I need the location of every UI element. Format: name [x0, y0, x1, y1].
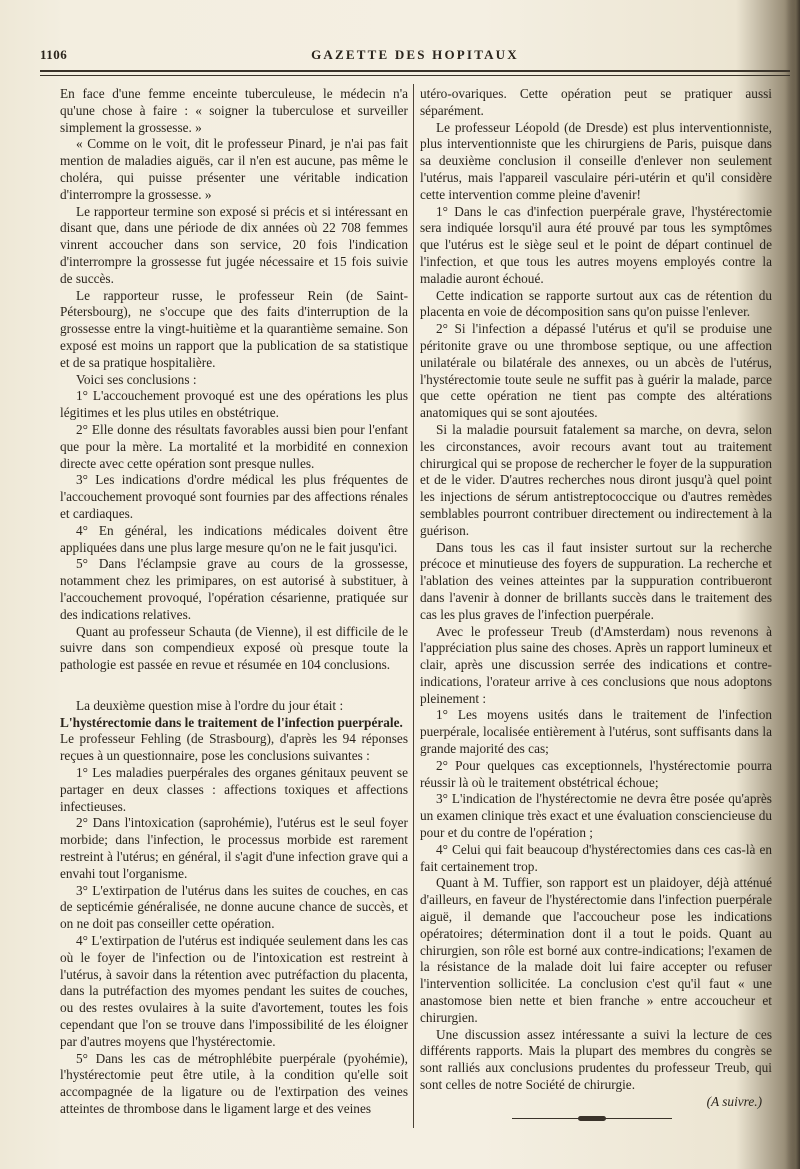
paragraph: Cette indication se rapporte surtout aux cas de rétention du placenta en voie de décomposition sans qu'on puisse l'enlever.	[420, 287, 772, 320]
conclusion-item: 5° Dans l'éclampsie grave au cours de la grossesse, notamment chez les primipares, on est autorisé à substituer, à l'accouchement provoqué, l'opération césarienne, pratiquée sur des indications relatives.	[60, 556, 408, 622]
paragraph: Voici ses conclusions :	[76, 371, 197, 387]
conclusion-item: 1° Les maladies puerpérales des organes génitaux peuvent se partager en deux classes : affections toxiques et affections infectieuses.	[60, 765, 408, 814]
conclusion-item: 2° Elle donne des résultats favorables aussi bien pour l'enfant que pour la mère. La mortalité et la morbidité en connexion directe avec cette opération sont presque nulles.	[60, 421, 408, 471]
conclusion-item: 1° Les moyens usités dans le traitement de l'infection puerpérale, localisée entièrement à l'utérus, sont suffisants dans la grande majorité des cas;	[420, 707, 772, 757]
paragraph: utéro-ovariques. Cette opération peut se pratiquer aussi séparément.	[420, 86, 772, 118]
paragraph: Dans tous les cas il faut insister surtout sur la recherche précoce et minutieuse des foyers de suppuration. La recherche et l'ablation des veines atteintes par la suppuration contribueront dans l'avenir à donner de brillants succès dans le traitement des cas les plus graves de l'infection puerpérale.	[420, 539, 772, 622]
paragraph: « Comme on le voit, dit le professeur Pinard, je n'ai pas fait mention de maladies aiguës, car il n'en est aucune, pas même le choléra, qui puisse présenter une véritable indication d'interrompre la grossesse. »	[60, 136, 408, 202]
header-rule-thin	[40, 75, 790, 76]
paragraph: Quant au professeur Schauta (de Vienne), il est difficile de le suivre dans son compendieux exposé où presque toute la pathologie est passée en revue et résumée en 104 conclusions.	[60, 623, 408, 673]
conclusion-item: 2° Pour quelques cas exceptionnels, l'hystérectomie pourra réussir là où le traitement obstétrical échoue;	[420, 757, 772, 790]
conclusion-item: 3° L'extirpation de l'utérus dans les suites de couches, en cas de septicémie généralisée, ne donne aucune chance de succès, et on ne doit pas conseiller cette opération.	[60, 882, 408, 932]
conclusion-item: 2° Dans l'intoxication (saprohémie), l'utérus est le seul foyer morbide; dans l'infection, le processus morbide est rarement restreint à l'utérus; en général, il s'agit d'une infection grave qui a envahi tout l'organisme.	[60, 815, 408, 881]
conclusion-item: 4° En général, les indications médicales doivent être appliquées dans une plus large mesure qu'on ne le fait jusqu'ici.	[60, 522, 408, 555]
paragraph: Quant à M. Tuffier, son rapport est un plaidoyer, déjà atténué d'ailleurs, en faveur de l'hystérectomie dans l'infection puerpérale aiguë, il demande que l'accoucheur pose les indications opératoires; détermination dont il a tout le poids. Quant au chirurgien, son rôle est borné aux contre-indications; l'examen de la résistance de la malade doit lui faire accepter ou refuser l'intervention sollicitée. La conclusion c'est qu'il faut « une anastomose bien nette et bien franche » entre accoucheur et chirurgien.	[420, 875, 772, 1025]
conclusion-item: 1° Dans le cas d'infection puerpérale grave, l'hystérectomie sera indiquée lorsqu'il aura été prouvé par tous les symptômes que l'utérus est le siège seul et le point de départ continuel de l'infection, et que tous les autres moyens employés contre la maladie auront échoué.	[420, 203, 772, 286]
conclusion-item: 3° Les indications d'ordre médical les plus fréquentes de l'accouchement provoqué sont fournies par des affections rénales et cardiaques.	[60, 472, 408, 521]
section-heading: L'hystérectomie dans le traitement de l'infection puerpérale.	[60, 714, 403, 730]
paragraph: Une discussion assez intéressante a suivi la lecture de ces différents rapports. Mais la plupart des membres du congrès se sont ralliés aux conclusions prudentes du professeur Treub, qui sont celles de notre Société de chirurgie.	[420, 1026, 772, 1093]
paragraph: Le rapporteur termine son exposé si précis et si intéressant en disant que, dans une période de dix années où 22 708 femmes vinrent accoucher dans son service, 20 fois l'indication d'interrompre la grossesse fut jugée nécessaire et 15 fois suivie de succès.	[60, 203, 408, 286]
running-title: GAZETTE DES HOPITAUX	[311, 47, 519, 62]
conclusion-item: 2° Si l'infection a dépassé l'utérus et qu'il se produise une péritonite grave ou une thrombose septique, ou une affection unilatérale ou bilatérale des annexes, ou un abcès de l'utérus, l'hystérectomie toute seule ne suffit pas à guérir la malade, parce que cette opération ne tient pas compte des altérations anatomiques qui se sont ajoutées.	[420, 321, 772, 421]
paragraph: En face d'une femme enceinte tuberculeuse, le médecin n'a qu'une chose à faire : « soigner la tuberculose et surveiller simplement la grossesse. »	[60, 86, 408, 135]
paragraph: Si la maladie poursuit fatalement sa marche, on devra, selon les circonstances, avoir recours avant tout au traitement chirurgical qui se propose de rechercher le foyer de la suppuration et de le vider. D'autres recherches nous diront jusqu'à quel point les injections de sérum antistreptococcique ou d'autres remèdes semblables pourront contribuer directement ou indirectement à la guérison.	[420, 421, 772, 538]
page-header	[40, 44, 790, 68]
conclusion-item: 4° L'extirpation de l'utérus est indiquée seulement dans les cas où le foyer de l'infection ou de l'intoxication est restreint à l'utérus, à savoir dans la rétention avec putréfaction du placenta, dans la putréfaction des myomes pendant les suites de couches, ou des restes ovulaires à la suite d'avortement, toutes les fois cependant que l'on se trouve dans l'impossibilité de les éloigner par d'autres moyens que l'hystérectomie.	[60, 933, 408, 1049]
header-rule-thick	[40, 70, 790, 72]
end-ornament	[512, 1116, 672, 1122]
page-binding-edge	[786, 0, 800, 1169]
right-column	[420, 86, 772, 1146]
ornament-knot	[578, 1116, 606, 1121]
paragraph: Le professeur Fehling (de Strasbourg), d'après les 94 réponses reçues à un questionnaire, pose les conclusions suivantes :	[60, 731, 408, 764]
conclusion-item: 4° Celui qui fait beaucoup d'hystérectomies dans ces cas-là en fait certainement trop.	[420, 841, 772, 874]
paragraph: La deuxième question mise à l'ordre du jour était :	[76, 697, 344, 713]
column-divider	[413, 84, 414, 1128]
conclusion-item: 5° Dans les cas de métrophlébite puerpérale (pyohémie), l'hystérectomie peut être utile, à la condition qu'elle soit accompagnée de la ligature ou de l'extirpation des veines atteintes de thrombose dans le ligament large et des veines	[60, 1050, 408, 1117]
conclusion-item: 3° L'indication de l'hystérectomie ne devra être posée qu'après un examen clinique très exact et une évaluation consciencieuse du pour et du contre de l'opération ;	[420, 791, 772, 841]
to-be-continued: (A suivre.)	[706, 1093, 762, 1109]
paragraph: Le rapporteur russe, le professeur Rein (de Saint-Pétersbourg), ne s'occupe que des faits d'interruption de la grossesse entre la vingt-huitième et la quarantième semaine. Son exposé est moins un rapport que la publication de sa statistique et de sa pratique hospitalière.	[60, 287, 408, 370]
paragraph: Le professeur Léopold (de Dresde) est plus interventionniste, plus interventionniste que les chirurgiens de Paris, puisque dans sa deuxième conclusion il conseille d'enlever non seulement l'utérus, mais l'appareil vasculaire péri-utérin et qu'il considère cette intervention comme pleine d'avenir!	[420, 119, 772, 202]
conclusion-item: 1° L'accouchement provoqué est une des opérations les plus légitimes et les plus utiles en obstétrique.	[60, 388, 408, 421]
page-number: 1106	[40, 47, 68, 62]
left-column	[60, 86, 408, 1146]
paragraph: Avec le professeur Treub (d'Amsterdam) nous revenons à l'appréciation plus saine des choses. Après un rapport lumineux et clair, après une discussion serrée des indications et contre-indications, l'orateur arrive à ces conclusions que nous adoptons pleinement :	[420, 623, 772, 706]
